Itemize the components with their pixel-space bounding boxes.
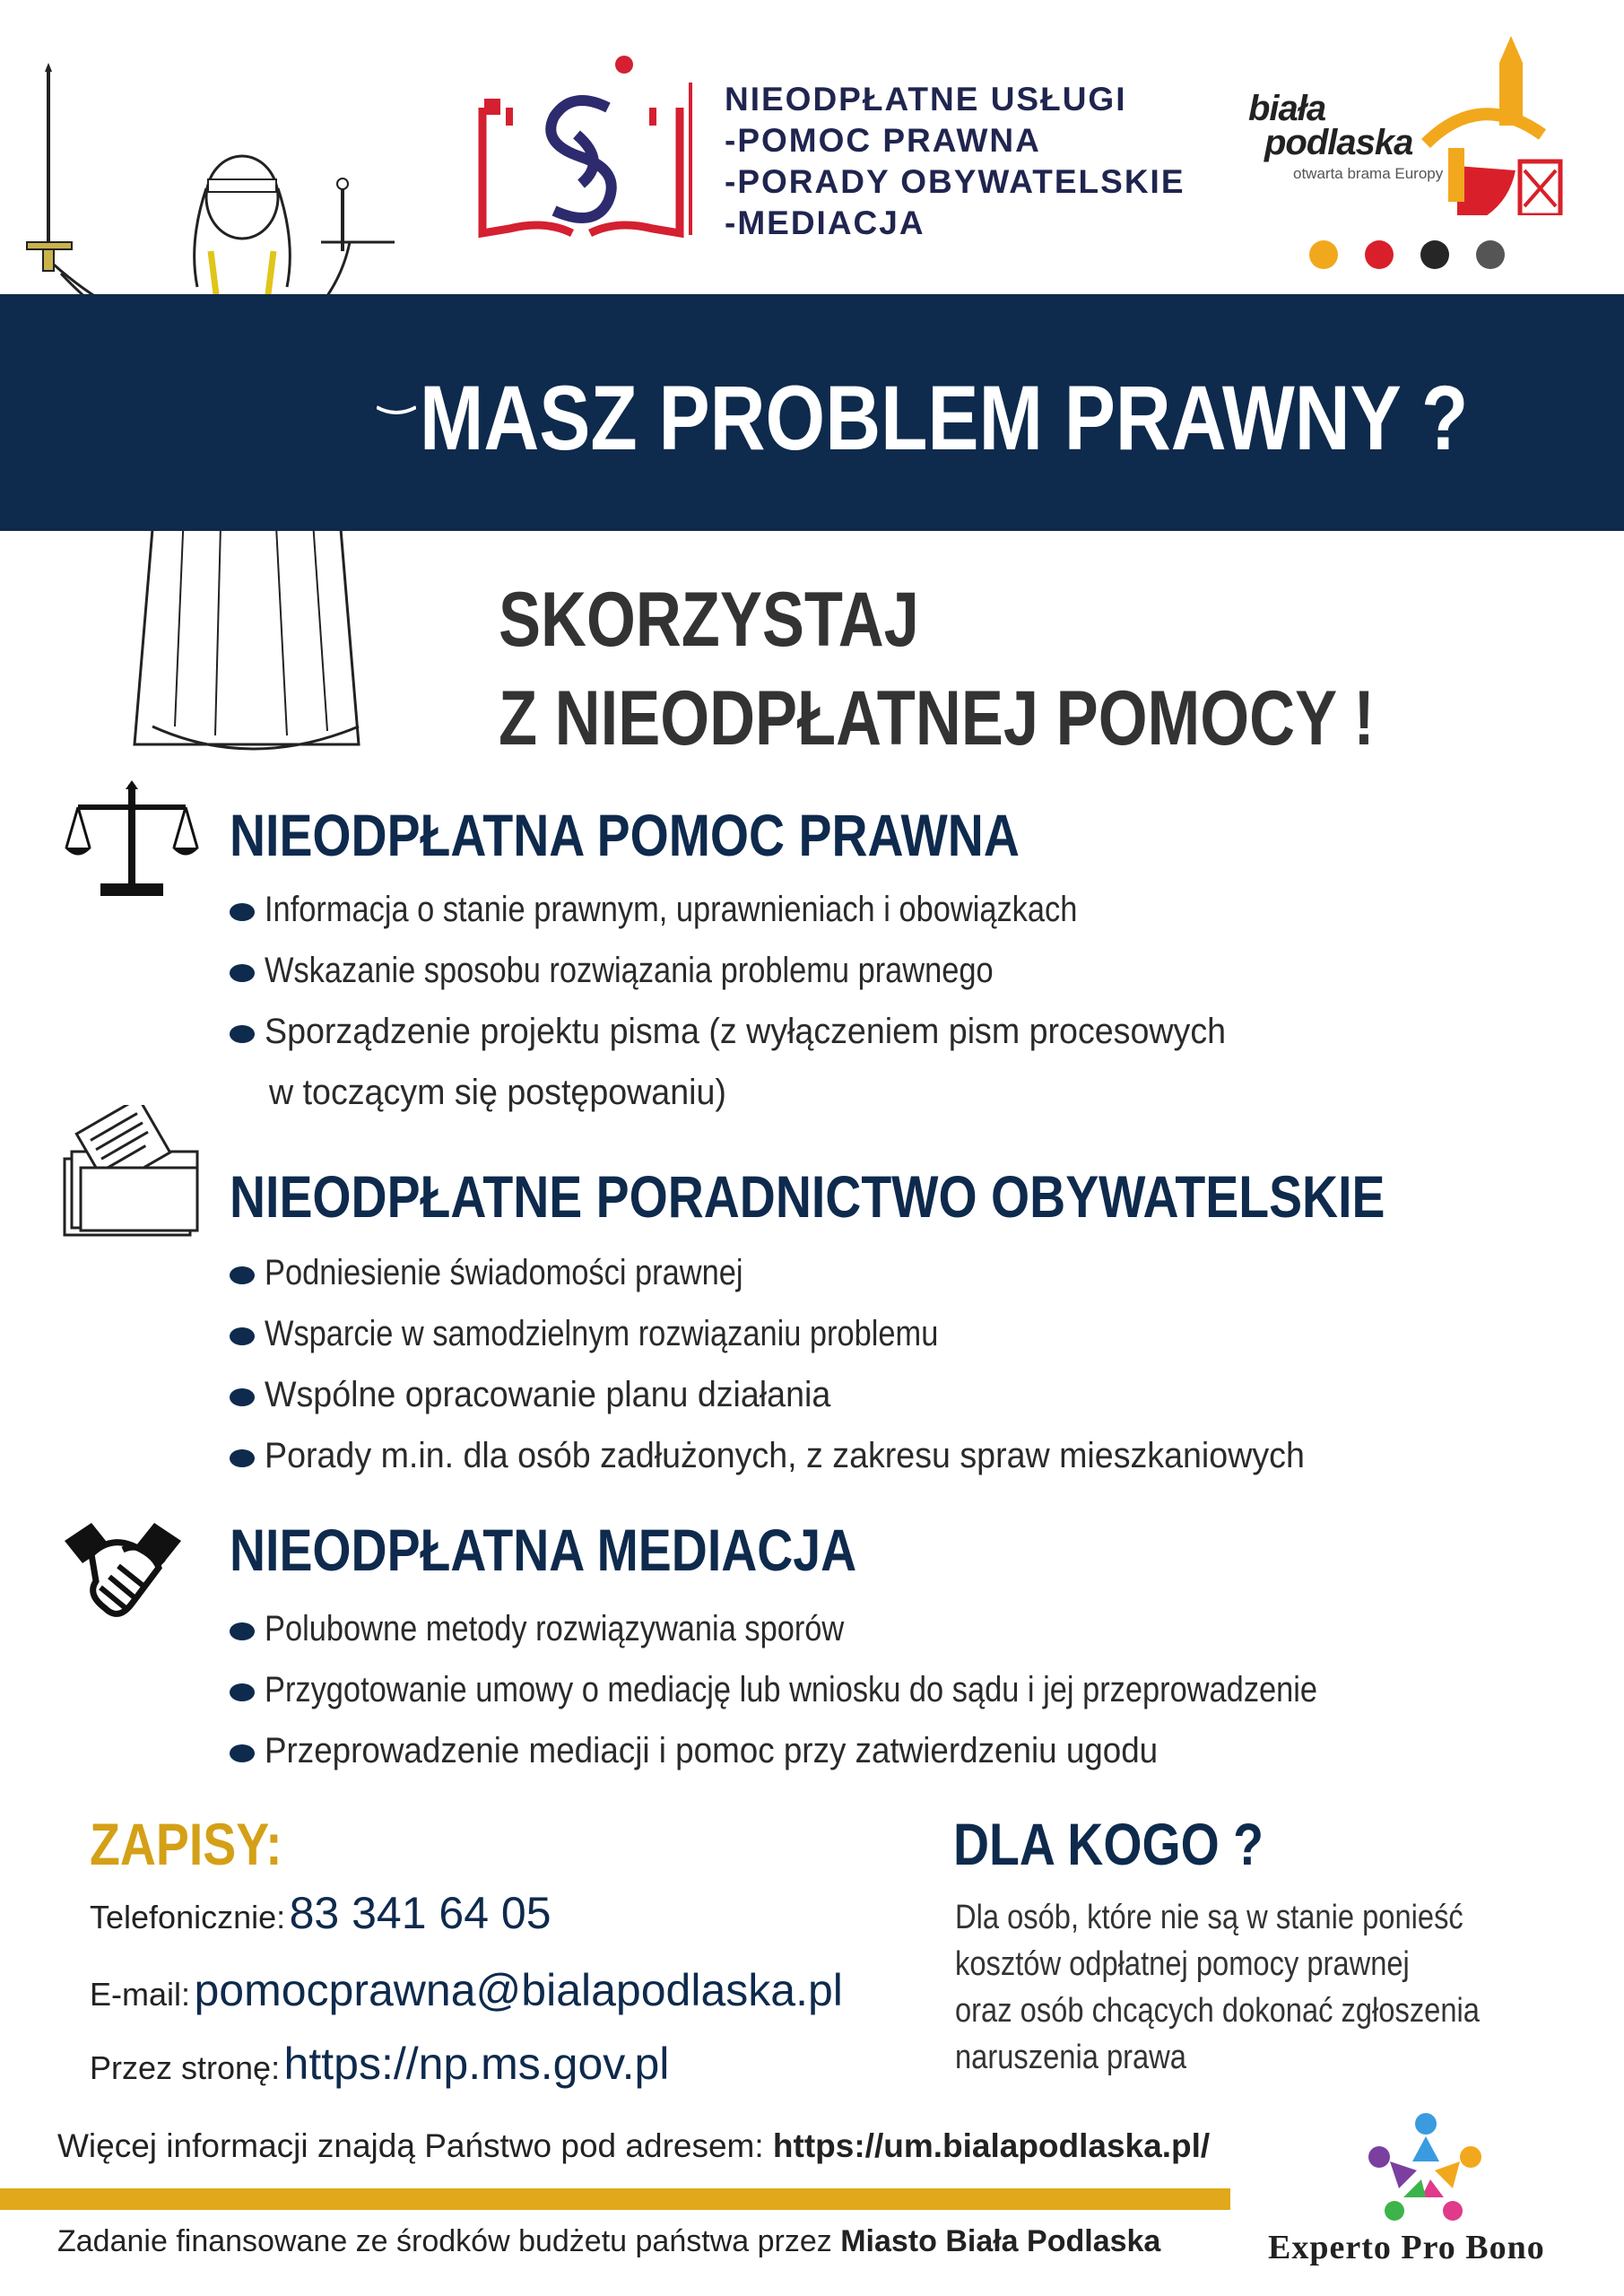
phone-row [90,1887,551,1939]
dot-yellow [1309,240,1338,269]
for-whom-text [955,1894,1583,2081]
list-item: Wspólne opracowanie planu działania [230,1373,1371,1416]
footer-gold-divider [0,2188,1230,2210]
bullet-icon [230,903,255,921]
logo-line-citizen-advice: -PORADY OBYWATELSKIE [725,163,1185,200]
section-legal-aid-title: NIEODPŁATNA POMOC PRAWNA [230,802,1020,868]
biala-podlaska-logo [1246,36,1569,215]
logo-text-block [725,79,1185,244]
logo-divider [689,83,692,235]
financed-line [57,2224,1160,2259]
dot-black [1420,240,1449,269]
documents-folder-icon [59,1105,203,1239]
list-item: Przygotowanie umowy o mediację lub wniosku do sądu i jej przeprowadzenie [230,1668,1489,1711]
more-info-url[interactable]: https://um.bialapodlaska.pl/ [772,2127,1211,2164]
bullet-icon [230,1683,255,1701]
more-info-line [57,2127,1210,2165]
color-dots [1309,240,1532,274]
bullet-icon [230,1622,255,1640]
for-whom-line: kosztów odpłatnej pomocy prawnej [955,1945,1410,1983]
banner-title: MASZ PROBLEM PRAWNY ? [420,367,1469,469]
city-name-line2: podlaska [1264,123,1413,162]
logo-line-mediation: -MEDIACJA [725,204,925,241]
list-item: Polubowne metody rozwiązywania sporów [230,1607,1489,1650]
phone-label: Telefonicznie: [90,1899,286,1935]
signup-title: ZAPISY: [90,1811,282,1877]
bullet-icon [230,1025,255,1043]
section-citizen-advice-list [230,1251,1371,1477]
list-item: Sporządzenie projektu pisma (z wyłączeniem pism procesowych [230,1010,1288,1053]
for-whom-line: naruszenia prawa [955,2039,1186,2076]
logo-line-services: NIEODPŁATNE USŁUGI [725,81,1127,117]
bullet-icon [230,1744,255,1762]
financed-by: Miasto Biała Podlaska [840,2224,1161,2258]
banner-swoosh-decoration [377,405,416,414]
bullet-icon [230,1266,255,1284]
bullet-icon [230,1449,255,1467]
phone-number[interactable]: 83 341 64 05 [289,1888,551,1938]
city-name-line1: biała [1248,89,1326,128]
list-item: Porady m.in. dla osób zadłużonych, z zakresu spraw mieszkaniowych [230,1434,1371,1477]
financed-prefix: Zadanie finansowane ze środków budżetu państwa przez [57,2224,841,2258]
list-item: Wsparcie w samodzielnym rozwiązaniu problemu [230,1312,1371,1355]
more-info-prefix: Więcej informacji znajdą Państwo pod adresem: [57,2127,773,2164]
list-item-continuation: w toczącym się postępowaniu) [269,1073,726,1112]
web-label: Przez stronę: [90,2049,281,2086]
for-whom-title: DLA KOGO ? [953,1811,1264,1877]
dot-gray [1476,240,1505,269]
section-mediation-title: NIEODPŁATNA MEDIACJA [230,1517,857,1583]
email-row [90,1964,843,2016]
list-item: Podniesienie świadomości prawnej [230,1251,1371,1294]
section-legal-aid-list [230,888,1288,1114]
for-whom-line: oraz osób chcących dokonać zgłoszenia [955,1992,1480,2030]
list-item: Informacja o stanie prawnym, uprawnieniach i obowiązkach [230,888,1288,931]
web-row [90,2038,669,2090]
list-item: Wskazanie sposobu rozwiązania problemu prawnego [230,949,1288,992]
experto-pro-bono-logo-text: Experto Pro Bono [1268,2229,1545,2266]
for-whom-line: Dla osób, które nie są w stanie ponieść [955,1899,1463,1936]
scales-icon [65,780,199,901]
dot-red [1365,240,1394,269]
list-item: Przeprowadzenie mediacji i pomoc przy zatwierdzeniu ugodu [230,1729,1489,1772]
bullet-icon [230,1388,255,1406]
handshake-icon [56,1514,190,1631]
experto-pro-bono-icon [1363,2108,1489,2224]
section-mediation-list [230,1607,1489,1772]
free-legal-services-logo [473,54,698,251]
bullet-icon [230,1327,255,1345]
subheading [499,570,1567,768]
bullet-icon [230,964,255,982]
web-link[interactable]: https://np.ms.gov.pl [283,2039,670,2089]
city-tagline: otwarta brama Europy [1293,165,1444,182]
subheading-line2: Z NIEODPŁATNEJ POMOCY ! [499,675,1375,761]
subheading-line1: SKORZYSTAJ [499,577,919,663]
email-link[interactable]: pomocprawna@bialapodlaska.pl [194,1965,843,2015]
section-citizen-advice-title: NIEODPŁATNE PORADNICTWO OBYWATELSKIE [230,1163,1385,1230]
email-label: E-mail: [90,1976,191,2013]
logo-line-legal-help: -POMOC PRAWNA [725,122,1041,159]
